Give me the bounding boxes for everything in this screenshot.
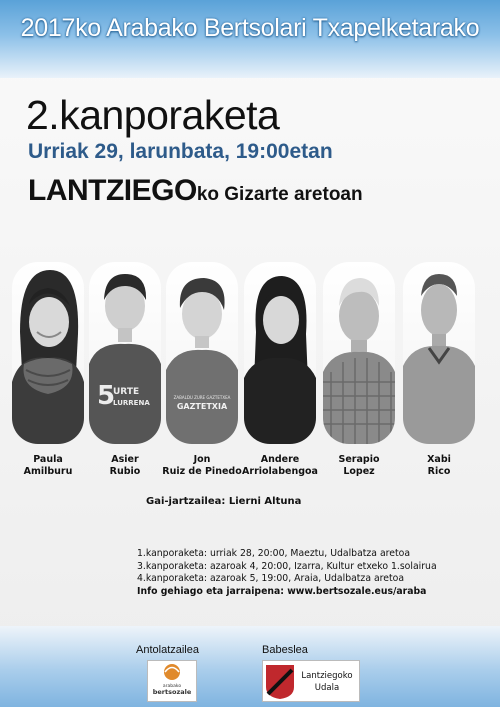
contestant-last-name: Arriolabengoa <box>242 466 318 477</box>
round-item: 1.kanporaketa: urriak 28, 20:00, Maeztu, Udalbatza aretoa <box>137 548 411 559</box>
contestant-first-name: Paula <box>33 454 63 465</box>
sponsor-logo-line2: Udala <box>314 683 340 693</box>
portrait-asier-rubio <box>89 262 161 444</box>
host-line: Gai-jartzailea: Lierni Altuna <box>146 496 302 507</box>
organizer-logo-mark <box>164 664 180 680</box>
contestant-last-name: Ruiz de Pinedo <box>162 466 242 477</box>
organizer-label: Antolatzailea <box>136 644 199 656</box>
venue-place: ko Gizarte aretoan <box>196 184 363 205</box>
asier-shirt-line2: LURRENA <box>113 399 150 407</box>
sponsor-logo-line1: Lantziegoko <box>301 671 353 681</box>
portrait-paula-amilburu <box>12 262 84 444</box>
contestant-last-name: Lopez <box>343 466 375 477</box>
organizer-logo-sub: arabako <box>162 684 182 689</box>
contestant-first-name: Asier <box>111 454 139 465</box>
portrait-xabi-rico <box>403 262 475 444</box>
poster-title: 2017ko Arabako Bertsolari Txapelketarako <box>20 14 480 42</box>
contestant-name <box>235 454 325 478</box>
contestant-last-name: Rubio <box>109 466 141 477</box>
round-title: 2.kanporaketa <box>26 92 280 138</box>
asier-shirt-line1: URTE <box>113 387 140 397</box>
event-venue <box>28 174 363 208</box>
contestant-name <box>157 454 247 478</box>
sponsor-logo <box>262 660 360 702</box>
event-date: Urriak 29, larunbata, 19:00etan <box>28 140 333 163</box>
portrait-andere-arriolabengoa <box>244 262 316 444</box>
contestant-name <box>314 454 404 478</box>
jon-shirt-line1: ZABALDU ZURE GAZTETXEA <box>173 395 231 400</box>
venue-town: LANTZIEGO <box>28 174 197 207</box>
contestant-name <box>394 454 484 478</box>
top-banner <box>0 0 500 78</box>
contestant-first-name: Jon <box>193 454 211 465</box>
portrait-serapio-lopez <box>323 262 395 444</box>
info-link[interactable]: Info gehiago eta jarraipena: www.bertsozale.eus/araba <box>137 585 427 597</box>
asier-shirt-number: 5 <box>97 381 116 411</box>
other-rounds <box>137 548 437 598</box>
contestant-last-name: Amilburu <box>23 466 73 477</box>
sponsor-label: Babeslea <box>262 644 308 656</box>
contestant-first-name: Xabi <box>427 454 451 465</box>
contestant-last-name: Rico <box>427 466 451 477</box>
round-item: 3.kanporaketa: azaroak 4, 20:00, Izarra, Kultur etxeko 1.solairua <box>137 560 437 572</box>
portrait-jon-ruiz-de-pinedo <box>166 262 238 444</box>
contestant-first-name: Andere <box>260 454 300 465</box>
organizer-logo <box>147 660 197 702</box>
jon-shirt-line2: GAZTETXIA <box>176 402 228 411</box>
organizer-logo-text: bertsozale <box>152 688 192 696</box>
footer-band <box>0 626 500 707</box>
round-item: 4.kanporaketa: azaroak 5, 19:00, Araia, Udalbatza aretoa <box>137 573 405 584</box>
contestant-first-name: Serapio <box>338 454 380 465</box>
